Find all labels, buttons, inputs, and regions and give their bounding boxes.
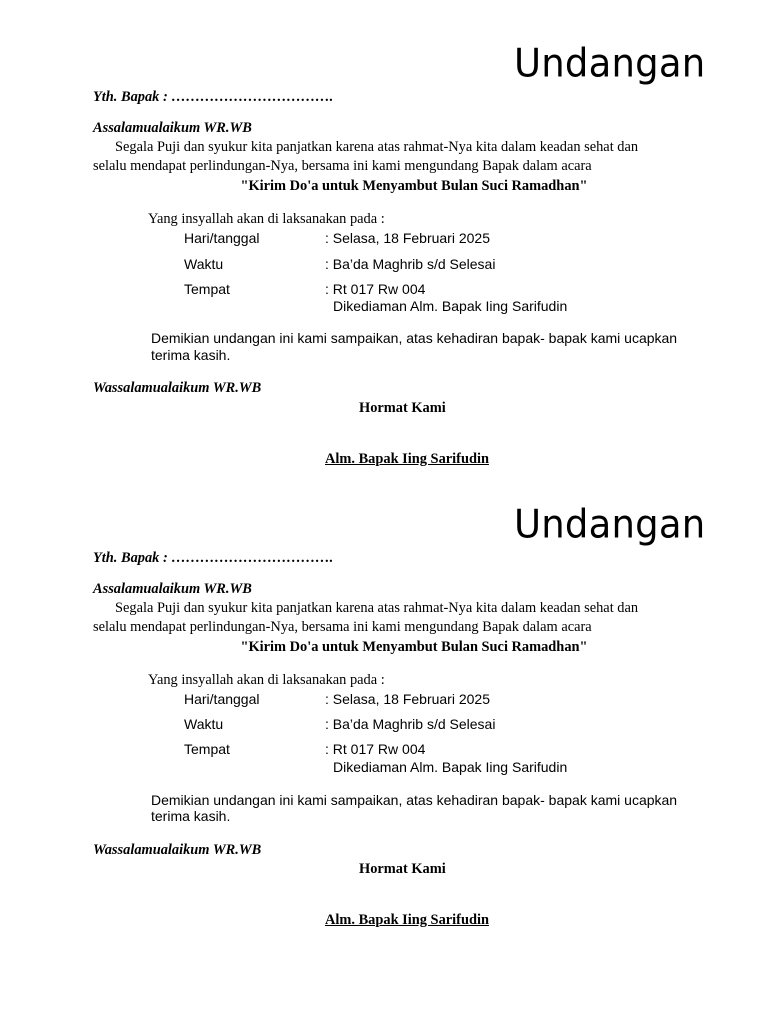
opening-line-2: selalu mendapat perlindungan-Nya, bersama ini kami mengundang Bapak dalam acara [93,158,592,174]
farewell: Wassalamualaikum WR.WB [93,380,262,396]
closing-line-1: Demikian undangan ini kami sampaikan, atas kehadiran bapak- bapak kami ucapkan [151,792,678,808]
greeting: Assalamualaikum WR.WB [93,120,252,136]
opening-line-2: selalu mendapat perlindungan-Nya, bersama ini kami mengundang Bapak dalam acara [93,619,592,635]
time-value: : Ba’da Maghrib s/d Selesai [325,716,496,732]
day-label: Hari/tanggal [184,230,260,246]
day-label: Hari/tanggal [184,691,260,707]
schedule-intro: Yang insyallah akan di laksanakan pada : [148,672,385,688]
greeting: Assalamualaikum WR.WB [93,581,252,597]
time-label: Waktu [184,716,224,732]
signatory-name: Alm. Bapak Iing Sarifudin [325,912,489,928]
farewell: Wassalamualaikum WR.WB [93,842,262,858]
closing-line-2: terima kasih. [151,808,231,824]
event-title: "Kirim Do'a untuk Menyambut Bulan Suci Ramadhan" [240,639,588,655]
signatory-name: Alm. Bapak Iing Sarifudin [325,451,489,467]
day-value: : Selasa, 18 Februari 2025 [325,691,490,707]
place-detail: Dikediaman Alm. Bapak Iing Sarifudin [333,759,568,775]
place-value: : Rt 017 Rw 004 [325,741,426,757]
day-value: : Selasa, 18 Februari 2025 [325,230,490,246]
event-title: "Kirim Do'a untuk Menyambut Bulan Suci Ramadhan" [240,178,588,194]
invitation-heading: Undangan [514,40,706,86]
closing-line-2: terima kasih. [151,347,231,363]
recipient-line: Yth. Bapak : ……………………………. [93,89,334,105]
place-label: Tempat [184,281,230,297]
recipient-line: Yth. Bapak : ……………………………. [93,550,334,566]
opening-line-1: Segala Puji dan syukur kita panjatkan karena atas rahmat-Nya kita dalam keadan sehat dan [115,139,639,155]
place-value: : Rt 017 Rw 004 [325,281,426,297]
schedule-intro: Yang insyallah akan di laksanakan pada : [148,211,385,227]
regards: Hormat Kami [359,400,446,416]
regards: Hormat Kami [359,861,446,877]
time-value: : Ba’da Maghrib s/d Selesai [325,256,496,272]
invitation-heading: Undangan [514,501,706,547]
invitation-2 [0,461,768,931]
place-detail: Dikediaman Alm. Bapak Iing Sarifudin [333,298,568,314]
time-label: Waktu [184,256,224,272]
closing-line-1: Demikian undangan ini kami sampaikan, atas kehadiran bapak- bapak kami ucapkan [151,330,678,346]
invitation-1 [0,0,768,470]
opening-line-1: Segala Puji dan syukur kita panjatkan karena atas rahmat-Nya kita dalam keadan sehat dan [115,600,639,616]
place-label: Tempat [184,741,230,757]
